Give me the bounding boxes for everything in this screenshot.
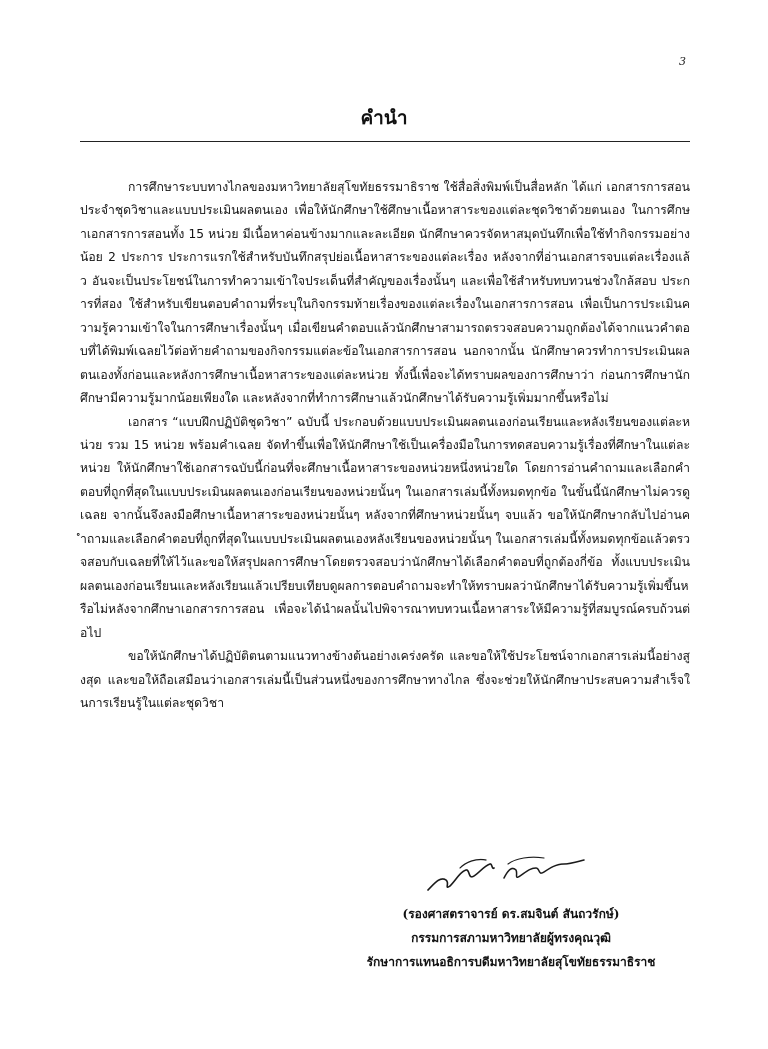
signatory-position: กรรมการสภามหาวิทยาลัยผู้ทรงคุณวุฒิ: [411, 931, 611, 945]
paragraph-3: ขอให้นักศึกษาได้ปฏิบัติตนตามแนวทางข้างต้นอย่างเคร่งครัด และขอให้ใช้ประโยชน์จากเอกสารเล่มนี้อย่างสูงสุด และขอให้ถือเสมือนว่าเอกสารเล่มนี้เป็นส่วนหนึ่งของการศึกษาทางไกล ซึ่งจะช่วยให้นักศึกษาประสบความสำเร็จในการเรียนรู้ในแต่ละชุดวิชา: [80, 649, 690, 710]
page-number: 3: [679, 55, 686, 68]
handwritten-signature: [420, 850, 590, 900]
signatory-name: (รองศาสตราจารย์ ดร.สมจินต์ สันถวรักษ์): [402, 907, 620, 921]
signatory-role: รักษาการแทนอธิการบดีมหาวิทยาลัยสุโขทัยธรรมาธิราช: [366, 955, 656, 969]
paragraph-1: การศึกษาระบบทางไกลของมหาวิทยาลัยสุโขทัยธรรมาธิราช ใช้สื่อสิ่งพิมพ์เป็นสื่อหลัก ได้แก่ เอกสารการสอนประจำชุดวิชาและแบบประเมินผลตนเอง เพื่อให้นักศึกษาใช้ศึกษาเนื้อหาสาระของแต่ละชุดวิชาด้วยตนเอง ในการศึกษาเอกสารการสอนทั้ง 15 หน่วย มีเนื้อหาค่อนข้างมากและละเอียด นักศึกษาควรจัดหาสมุดบันทึกเพื่อใช้ทำกิจกรรมอย่างน้อย 2 ประการ ประการแรกใช้สำหรับบันทึกสรุปย่อเนื้อหาสาระของแต่ละเรื่อง หลังจากที่อ่านเอกสารจบแต่ละเรื่องแล้ว อันจะเป็นประโยชน์ในการทำความเข้าใจประเด็นที่สำคัญของเรื่องนั้นๆ และเพื่อใช้สำหรับทบทวนช่วงใกล้สอบ ประการที่สอง ใช้สำหรับเขียนตอบคำถามที่ระบุในกิจกรรมท้ายเรื่องของแต่ละเรื่องในเอกสารการสอน เพื่อเป็นการประเมินความรู้ความเข้าใจในการศึกษาเรื่องนั้นๆ เมื่อเขียนคำตอบแล้วนักศึกษาสามารถตรวจสอบความถูกต้องได้จากแนวคำตอบที่ได้พิมพ์เฉลยไว้ต่อท้ายคำถามของกิจกรรมแต่ละข้อในเอกสารการสอน นอกจากนั้น นักศึกษาควรทำการประเมินผลตนเองทั้งก่อนและหลังการศึกษาเนื้อหาสาระของแต่ละหน่วย ทั้งนี้เพื่อจะได้ทราบผลของการศึกษาว่า ก่อนการศึกษานักศึกษามีความรู้มากน้อยเพียงใด และหลังจากที่ทำการศึกษาแล้วนักศึกษาได้รับความรู้เพิ่มมากขึ้นหรือไม่: [80, 180, 690, 406]
title-divider: [80, 141, 690, 142]
signature-drawing: [420, 850, 590, 900]
page-title: คำนำ: [360, 107, 408, 129]
signature-block: [330, 902, 692, 974]
paragraph-2: เอกสาร “แบบฝึกปฏิบัติชุดวิชา” ฉบับนี้ ประกอบด้วยแบบประเมินผลตนเองก่อนเรียนและหลังเรียนของแต่ละหน่วย รวม 15 หน่วย พร้อมคำเฉลย จัดทำขึ้นเพื่อให้นักศึกษาใช้เป็นเครื่องมือในการทดสอบความรู้เรื่องที่ศึกษาในแต่ละหน่วย ให้นักศึกษาใช้เอกสารฉบับนี้ก่อนที่จะศึกษาเนื้อหาสาระของหน่วยหนึ่งหน่วยใด โดยการอ่านคำถามและเลือกคำตอบที่ถูกที่สุดในแบบประเมินผลตนเองก่อนเรียนของหน่วยนั้นๆ ในเอกสารเล่มนี้ทั้งหมดทุกข้อ ในขั้นนี้นักศึกษาไม่ควรดูเฉลย จากนั้นจึงลงมือศึกษาเนื้อหาสาระของหน่วยนั้นๆ หลังจากที่ศึกษาหน่วยนั้นๆ จบแล้ว ขอให้นักศึกษากลับไปอ่านคำถามและเลือกคำตอบที่ถูกที่สุดในแบบประเมินผลตนเองหลังเรียนของหน่วยนั้นๆ ในเอกสารเล่มนี้ทั้งหมดทุกข้อแล้วตรวจสอบกับเฉลยที่ให้ไว้และขอให้สรุปผลการศึกษาโดยตรวจสอบว่านักศึกษาได้เลือกคำตอบที่ถูกต้องกี่ข้อ ทั้งแบบประเมินผลตนเองก่อนเรียนและหลังเรียนแล้วเปรียบเทียบดูผลการตอบคำถามจะทำให้ทราบผลว่านักศึกษาได้รับความรู้เพิ่มขึ้นหรือไม่หลังจากศึกษาเอกสารการสอน เพื่อจะได้นำผลนั้นไปพิจารณาทบทวนเนื้อหาสาระให้มีความรู้ที่สมบูรณ์ครบถ้วนต่อไป: [80, 414, 690, 640]
foreword-body: [80, 176, 690, 715]
